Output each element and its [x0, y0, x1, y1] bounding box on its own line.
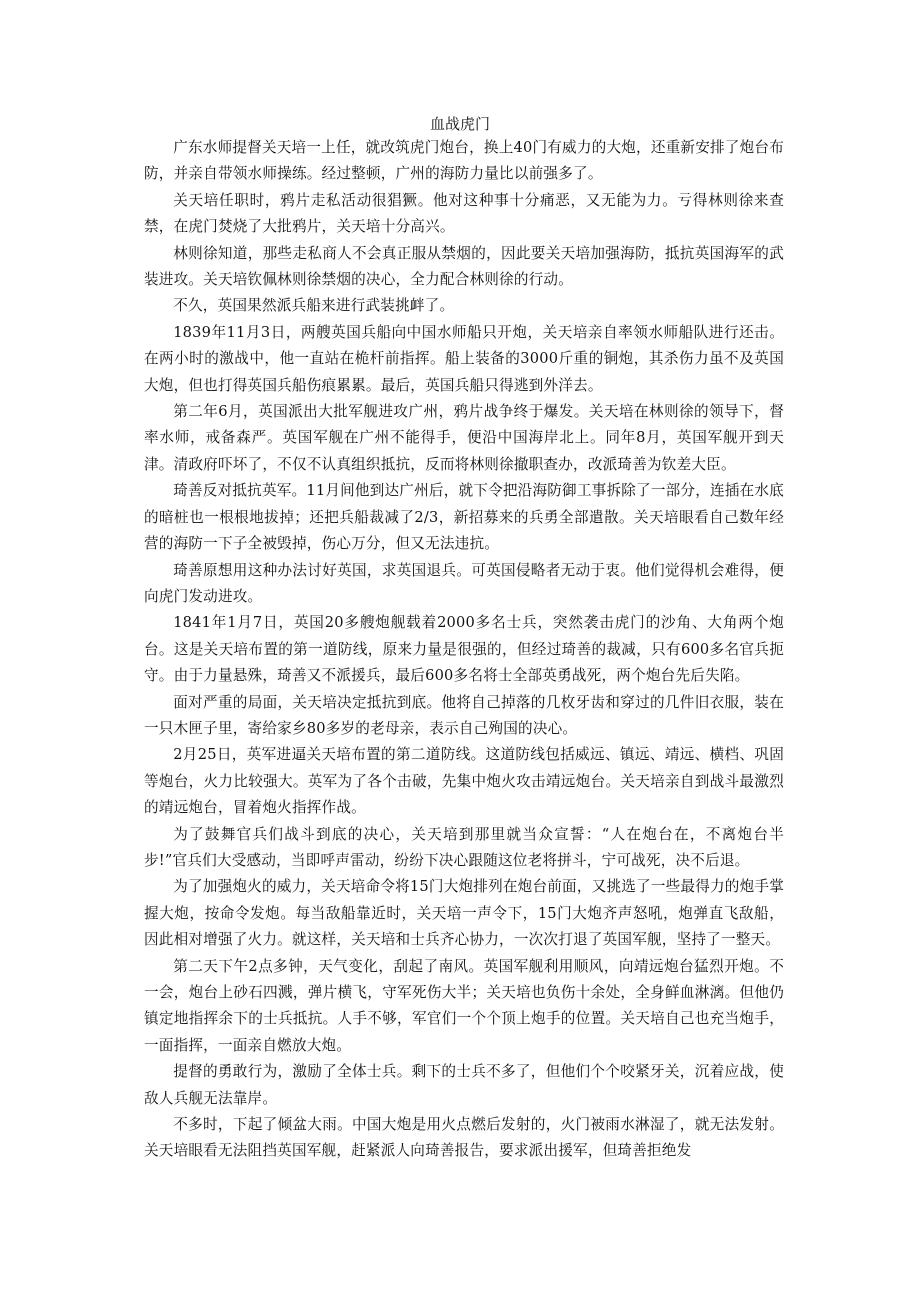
paragraph: 关天培任职时，鸦片走私活动很猖獗。他对这种事十分痛恶，又无能为力。亏得林则徐来查禁，在虎门焚烧了大批鸦片，关天培十分高兴。 — [144, 191, 784, 236]
paragraph: 林则徐知道，那些走私商人不会真正服从禁烟的，因此要关天培加强海防，抵抗英国海军的武装进攻。关天培钦佩林则徐禁烟的决心，全力配合林则徐的行动。 — [144, 244, 784, 289]
paragraph: 第二年6月，英国派出大批军舰进攻广州，鸦片战争终于爆发。关天培在林则徐的领导下，督率水师，戒备森严。英国军舰在广州不能得手，便沿中国海岸北上。同年8月，英国军舰开到天津。清政府吓坏了，不仅不认真组织抵抗，反而将林则徐撤职查办，改派琦善为钦差大臣。 — [144, 403, 784, 473]
paragraph: 1841年1月7日，英国20多艘炮舰载着2000多名士兵，突然袭击虎门的沙角、大角两个炮台。这是关天培布置的第一道防线，原来力量是很强的，但经过琦善的裁减，只有600多名官兵扼守。由于力量悬殊，琦善又不派援兵，最后600多名将士全部英勇战死，两个炮台先后失陷。 — [144, 614, 784, 685]
paragraph: 琦善原想用这种办法讨好英国，求英国退兵。可英国侵略者无动于衷。他们觉得机会难得，便向虎门发动进攻。 — [144, 561, 784, 605]
document-title: 血战虎门 — [429, 115, 490, 133]
paragraph: 面对严重的局面，关天培决定抵抗到底。他将自己掉落的几枚牙齿和穿过的几件旧衣服，装在一只木匣子里，寄给家乡80多岁的老母亲，表示自己殉国的决心。 — [144, 693, 784, 737]
paragraph: 第二天下午2点多钟，天气变化，刮起了南风。英国军舰利用顺风，向靖远炮台猛烈开炮。不一会，炮台上砂石四溅，弹片横飞，守军死伤大半；关天培也负伤十余处，全身鲜血淋漓。但他仍镇定地指挥余下的士兵抵抗。人手不够，军官们一个个顶上炮手的位置。关天培自己也充当炮手，一面指挥，一面亲自燃放大炮。 — [144, 957, 784, 1054]
paragraph: 提督的勇敢行为，激励了全体士兵。剩下的士兵不多了，但他们个个咬紧牙关，沉着应战，使敌人兵舰无法靠岸。 — [144, 1063, 784, 1107]
paragraph: 1839年11月3日，两艘英国兵船向中国水师船只开炮，关天培亲自率领水师船队进行还击。在两小时的激战中，他一直站在桅杆前指挥。船上装备的3000斤重的铜炮，其杀伤力虽不及英国大炮，但也打得英国兵船伤痕累累。最后，英国兵船只得逃到外洋去。 — [144, 323, 784, 394]
paragraph: 不久，英国果然派兵船来进行武装挑衅了。 — [173, 297, 455, 315]
paragraph: 2月25日，英军进逼关天培布置的第二道防线。这道防线包括威远、镇远、靖远、横档、巩固等炮台，火力比较强大。英军为了各个击破，先集中炮火攻击靖远炮台。关天培亲自到战斗最激烈的靖远炮台，冒着炮火指挥作战。 — [144, 746, 784, 817]
document-body — [144, 135, 784, 1165]
paragraph: 不多时，下起了倾盆大雨。中国大炮是用火点燃后发射的，火门被雨水淋湿了，就无法发射。关天培眼看无法阻挡英国军舰，赶紧派人向琦善报告，要求派出援军，但琦善拒绝发 — [144, 1116, 784, 1160]
paragraph: 广东水师提督关天培一上任，就改筑虎门炮台，换上40门有威力的大炮，还重新安排了炮台布防，并亲自带领水师操练。经过整顿，广州的海防力量比以前强多了。 — [144, 139, 784, 183]
paragraph: 琦善反对抵抗英军。11月间他到达广州后，就下令把沿海防御工事拆除了一部分，连插在水底的暗桩也一根根地拔掉；还把兵船裁减了2/3，新招募来的兵勇全部遣散。关天培眼看自己数年经营的海防一下子全被毁掉，伤心万分，但又无法违抗。 — [144, 482, 784, 553]
paragraph: 为了加强炮火的威力，关天培命令将15门大炮排列在炮台前面，又挑选了一些最得力的炮手掌握大炮，按命令发炮。每当敌船靠近时，关天培一声令下，15门大炮齐声怒吼，炮弹直飞敌船，因此相对增强了火力。就这样，关天培和士兵齐心协力，一次次打退了英国军舰，坚持了一整天。 — [144, 878, 784, 949]
paragraph: 为了鼓舞官兵们战斗到底的决心，关天培到那里就当众宣誓：“人在炮台在，不离炮台半步!”官兵们大受感动，当即呼声雷动，纷纷下决心跟随这位老将拼斗，宁可战死，决不后退。 — [144, 825, 784, 869]
